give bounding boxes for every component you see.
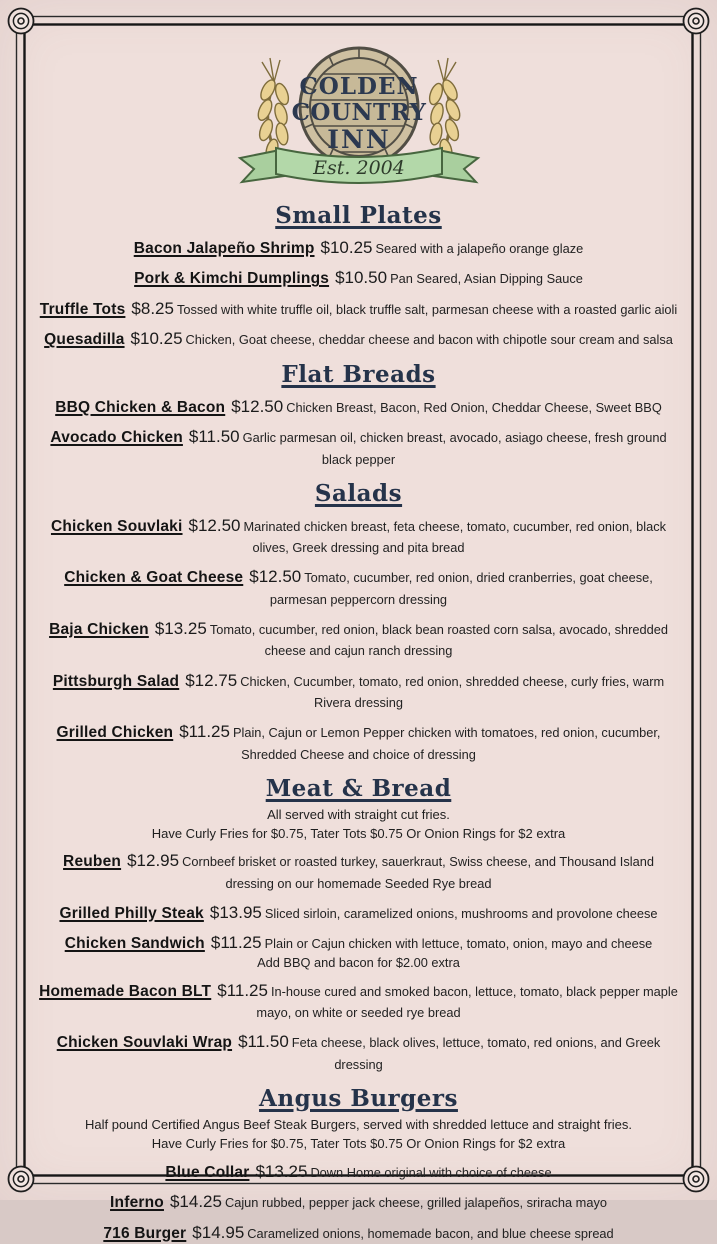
item-price: $14.95	[192, 1222, 245, 1242]
item-price: $10.25	[320, 238, 373, 257]
item-name: 716 Burger	[103, 1224, 187, 1242]
item-description: Seared with a jalapeño orange glaze	[375, 241, 584, 256]
item-description: Chicken, Cucumber, tomato, red onion, shredded cheese, curly fries, warm Rivera dressing	[240, 673, 665, 710]
section-note: Half pound Certified Angus Beef Steak Burgers, served with shredded lettuce and straight fries.	[84, 1116, 633, 1132]
item-name: Pork & Kimchi Dumplings	[134, 270, 330, 288]
item-description: Chicken Breast, Bacon, Red Onion, Cheddar Cheese, Sweet BBQ	[286, 399, 662, 415]
logo-est-text: Est. 2004	[312, 157, 405, 179]
item-description: Down Home original with choice of cheese	[310, 1164, 552, 1180]
item-name: Inferno	[110, 1194, 164, 1212]
logo-line2: COUNTRY	[291, 99, 426, 126]
item-price: $10.50	[335, 268, 388, 288]
item-description: In-house cured and smoked bacon, lettuce, tomato, black pepper maple mayo, on white or seeded rye bread	[256, 983, 678, 1021]
menu-item	[38, 1161, 679, 1183]
menu-item	[38, 721, 679, 765]
item-name: Truffle Tots	[39, 300, 126, 318]
item-description: Plain, Cajun or Lemon Pepper chicken with tomatoes, red onion, cucumber, Shredded Cheese and choice of dressing	[232, 725, 661, 762]
menu-item	[38, 932, 679, 971]
item-description: Cajun rubbed, pepper jack cheese, grilled jalapeños, sriracha mayo	[224, 1195, 607, 1211]
menu-item	[38, 1031, 679, 1075]
item-description: Pan Seared, Asian Dipping Sauce	[390, 271, 583, 287]
menu-item	[38, 850, 679, 894]
item-description: Tomato, cucumber, red onion, dried cranberries, goat cheese, parmesan peppercorn dressing	[269, 570, 653, 607]
section-title: Meat & Bread	[265, 774, 452, 802]
corner-rosette-icon	[684, 9, 709, 34]
item-price: $12.75	[185, 670, 238, 690]
restaurant-logo	[228, 44, 490, 192]
section-flat-breads	[34, 361, 683, 470]
section-note: All served with straight cut fries.	[267, 806, 450, 822]
item-name: Blue Collar	[165, 1163, 250, 1181]
section-title: Salads	[314, 479, 403, 507]
section-angus-burgers	[34, 1085, 683, 1244]
item-description: Caramelized onions, homemade bacon, and blue cheese spread	[247, 1225, 614, 1241]
item-description: Tossed with white truffle oil, black truffle salt, parmesan cheese with a roasted garlic aioli	[176, 301, 678, 317]
item-price: $11.50	[238, 1032, 289, 1052]
menu-content	[34, 44, 683, 1242]
item-name: Baja Chicken	[49, 620, 149, 638]
menu-item	[38, 670, 679, 714]
item-name: Grilled Chicken	[56, 724, 174, 742]
item-name: Chicken Souvlaki	[50, 517, 183, 535]
item-name: Quesadilla	[44, 331, 125, 349]
menu-item	[38, 328, 679, 350]
item-price: $12.50	[231, 396, 284, 416]
item-description: Garlic parmesan oil, chicken breast, avocado, asiago cheese, fresh ground black pepper	[242, 430, 667, 467]
item-name: Avocado Chicken	[50, 429, 183, 447]
menu-item	[38, 902, 679, 924]
corner-rosette-icon	[684, 1167, 709, 1192]
menu-item	[38, 1191, 679, 1213]
item-price: $11.25	[217, 980, 268, 1000]
item-price: $12.50	[188, 515, 241, 535]
corner-rosette-icon	[9, 9, 34, 34]
section-title: Flat Breads	[281, 360, 436, 388]
item-description: Cornbeef brisket or roasted turkey, sauerkraut, Swiss cheese, and Thousand Island dressing on our homemade Seeded Rye bread	[182, 854, 654, 891]
section-meat-and-bread	[34, 775, 683, 1075]
item-price: $13.25	[154, 618, 207, 638]
barrel-icon	[291, 48, 426, 166]
item-description: Chicken, Goat cheese, cheddar cheese and bacon with chipotle sour cream and salsa	[185, 332, 673, 348]
item-price: $11.25	[179, 722, 230, 742]
section-note: Have Curly Fries for $0.75, Tater Tots $0.75 Or Onion Rings for $2 extra	[151, 1135, 566, 1151]
item-description: Plain or Cajun chicken with lettuce, tomato, onion, mayo and cheese	[264, 936, 653, 952]
menu-item	[38, 237, 679, 259]
item-name: Bacon Jalapeño Shrimp	[133, 240, 315, 257]
menu-item	[38, 298, 679, 320]
item-price: $8.25	[131, 298, 174, 318]
section-note: Have Curly Fries for $0.75, Tater Tots $0.75 Or Onion Rings for $2 extra	[151, 825, 566, 841]
menu-item	[38, 566, 679, 610]
item-price: $12.50	[249, 567, 302, 587]
menu-item	[38, 267, 679, 289]
item-description: Feta cheese, black olives, lettuce, tomato, red onions, and Greek dressing	[291, 1035, 661, 1072]
item-price: $10.25	[130, 329, 183, 349]
item-price: $11.25	[210, 933, 262, 953]
menu-item	[38, 980, 679, 1024]
item-name: Chicken Sandwich	[64, 935, 205, 953]
section-small-plates	[34, 202, 683, 351]
section-title: Angus Burgers	[259, 1084, 458, 1112]
item-price: $11.50	[188, 427, 240, 447]
item-description-extra: Add BBQ and bacon for $2.00 extra	[257, 954, 460, 970]
item-description: Tomato, cucumber, red onion, black bean roasted corn salsa, avocado, shredded cheese and cajun ranch dressing	[209, 621, 668, 659]
item-price: $13.25	[255, 1161, 308, 1181]
item-name: Grilled Philly Steak	[59, 904, 204, 922]
item-name: Chicken Souvlaki Wrap	[56, 1034, 233, 1052]
menu-item	[38, 618, 679, 662]
item-description: Sliced sirloin, caramelized onions, mushrooms and provolone cheese	[264, 905, 658, 921]
menu-item	[38, 1222, 679, 1244]
item-price: $12.95	[127, 851, 180, 871]
menu-item	[38, 515, 679, 559]
section-salads	[34, 480, 683, 765]
section-title: Small Plates	[275, 202, 442, 229]
item-name: Pittsburgh Salad	[52, 672, 180, 690]
corner-rosette-icon	[9, 1167, 34, 1192]
menu-item	[38, 426, 679, 470]
item-price: $13.95	[209, 902, 262, 922]
item-name: Homemade Bacon BLT	[39, 982, 212, 1000]
item-name: BBQ Chicken & Bacon	[55, 398, 226, 416]
menu-item	[38, 396, 679, 418]
item-name: Reuben	[63, 853, 122, 871]
item-name: Chicken & Goat Cheese	[64, 569, 244, 587]
item-description: Marinated chicken breast, feta cheese, tomato, cucumber, red onion, black olives, Greek dressing and pita bread	[243, 518, 667, 556]
item-price: $14.25	[169, 1192, 222, 1212]
logo-line1: COLDEN	[298, 73, 419, 100]
logo-line3: INN	[326, 125, 391, 154]
